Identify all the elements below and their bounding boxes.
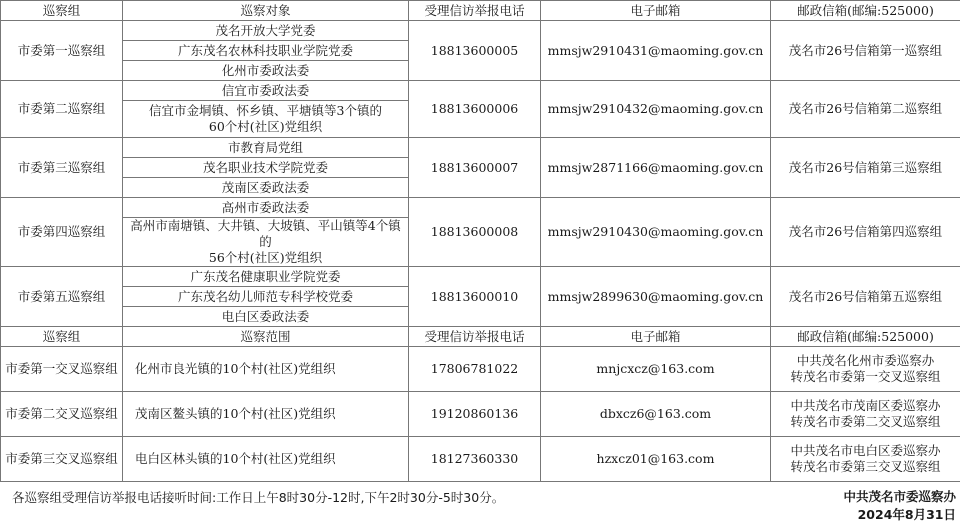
group-name: 市委第二交叉巡察组 — [1, 392, 123, 437]
inspection-target: 信宜市委政法委 — [123, 81, 409, 101]
group-name: 市委第四巡察组 — [1, 198, 123, 267]
inspection-target: 广东茂名幼儿师范专科学校党委 — [123, 287, 409, 307]
footnote: 各巡察组受理信访举报电话接听时间:工作日上午8时30分-12时,下午2时30分-5时30分。 — [12, 488, 504, 506]
inspection-target: 茂名开放大学党委 — [123, 21, 409, 41]
group-name: 市委第一交叉巡察组 — [1, 347, 123, 392]
table-row — [1, 392, 960, 437]
table-row — [1, 437, 960, 482]
postal-mailbox: 茂名市26号信箱第四巡察组 — [771, 198, 960, 267]
postal-mailbox: 中共茂名化州市委巡察办 转茂名市委第一交叉巡察组 — [771, 347, 960, 392]
inspection-target: 电白区委政法委 — [123, 307, 409, 327]
header-cell: 邮政信箱(邮编:525000) — [771, 1, 960, 21]
table-row — [1, 267, 960, 287]
report-email[interactable]: hzxcz01@163.com — [541, 437, 771, 482]
header-cell: 受理信访举报电话 — [409, 1, 541, 21]
postal-mailbox: 茂名市26号信箱第五巡察组 — [771, 267, 960, 327]
hotline-phone: 18127360330 — [409, 437, 541, 482]
header-cell: 巡察对象 — [123, 1, 409, 21]
group-name: 市委第三巡察组 — [1, 138, 123, 198]
table-row — [1, 138, 960, 158]
report-email[interactable]: mmsjw2910432@maoming.gov.cn — [541, 81, 771, 138]
inspection-scope: 茂南区鳌头镇的10个村(社区)党组织 — [123, 392, 409, 437]
header-cell: 巡察范围 — [123, 327, 409, 347]
table-row — [1, 81, 960, 101]
inspection-scope: 化州市良光镇的10个村(社区)党组织 — [123, 347, 409, 392]
report-email[interactable]: mmsjw2899630@maoming.gov.cn — [541, 267, 771, 327]
header-cell: 巡察组 — [1, 327, 123, 347]
postal-mailbox: 中共茂名市茂南区委巡察办 转茂名市委第二交叉巡察组 — [771, 392, 960, 437]
group-name: 市委第一巡察组 — [1, 21, 123, 81]
inspection-target: 茂名职业技术学院党委 — [123, 158, 409, 178]
postal-mailbox: 茂名市26号信箱第一巡察组 — [771, 21, 960, 81]
hotline-phone: 18813600010 — [409, 267, 541, 327]
header-cell: 电子邮箱 — [541, 1, 771, 21]
hotline-phone: 18813600008 — [409, 198, 541, 267]
hotline-phone: 17806781022 — [409, 347, 541, 392]
signature-org: 中共茂名市委巡察办 — [843, 488, 956, 506]
header-cell: 巡察组 — [1, 1, 123, 21]
report-email[interactable]: mmsjw2871166@maoming.gov.cn — [541, 138, 771, 198]
header-cell: 电子邮箱 — [541, 327, 771, 347]
inspection-target: 高州市南塘镇、大井镇、大坡镇、平山镇等4个镇的 56个村(社区)党组织 — [123, 218, 409, 267]
inspection-target: 广东茂名农林科技职业学院党委 — [123, 41, 409, 61]
report-email[interactable]: mnjcxcz@163.com — [541, 347, 771, 392]
inspection-target: 信宜市金垌镇、怀乡镇、平塘镇等3个镇的 60个村(社区)党组织 — [123, 101, 409, 138]
group-name: 市委第三交叉巡察组 — [1, 437, 123, 482]
table-header-cross — [1, 327, 960, 347]
postal-mailbox: 茂名市26号信箱第三巡察组 — [771, 138, 960, 198]
postal-mailbox: 中共茂名市电白区委巡察办 转茂名市委第三交叉巡察组 — [771, 437, 960, 482]
report-email[interactable]: dbxcz6@163.com — [541, 392, 771, 437]
postal-mailbox: 茂名市26号信箱第二巡察组 — [771, 81, 960, 138]
table-row — [1, 21, 960, 41]
group-name: 市委第二巡察组 — [1, 81, 123, 138]
inspection-target: 高州市委政法委 — [123, 198, 409, 218]
table-row — [1, 347, 960, 392]
report-email[interactable]: mmsjw2910430@maoming.gov.cn — [541, 198, 771, 267]
hotline-phone: 19120860136 — [409, 392, 541, 437]
hotline-phone: 18813600005 — [409, 21, 541, 81]
inspection-target: 化州市委政法委 — [123, 61, 409, 81]
table-row — [1, 198, 960, 218]
hotline-phone: 18813600006 — [409, 81, 541, 138]
header-cell: 邮政信箱(邮编:525000) — [771, 327, 960, 347]
table-header — [1, 1, 960, 21]
header-cell: 受理信访举报电话 — [409, 327, 541, 347]
signature-date: 2024年8月31日 — [843, 506, 956, 524]
inspection-target: 市教育局党组 — [123, 138, 409, 158]
hotline-phone: 18813600007 — [409, 138, 541, 198]
group-name: 市委第五巡察组 — [1, 267, 123, 327]
inspection-target: 茂南区委政法委 — [123, 178, 409, 198]
inspection-target: 广东茂名健康职业学院党委 — [123, 267, 409, 287]
inspection-scope: 电白区林头镇的10个村(社区)党组织 — [123, 437, 409, 482]
report-email[interactable]: mmsjw2910431@maoming.gov.cn — [541, 21, 771, 81]
